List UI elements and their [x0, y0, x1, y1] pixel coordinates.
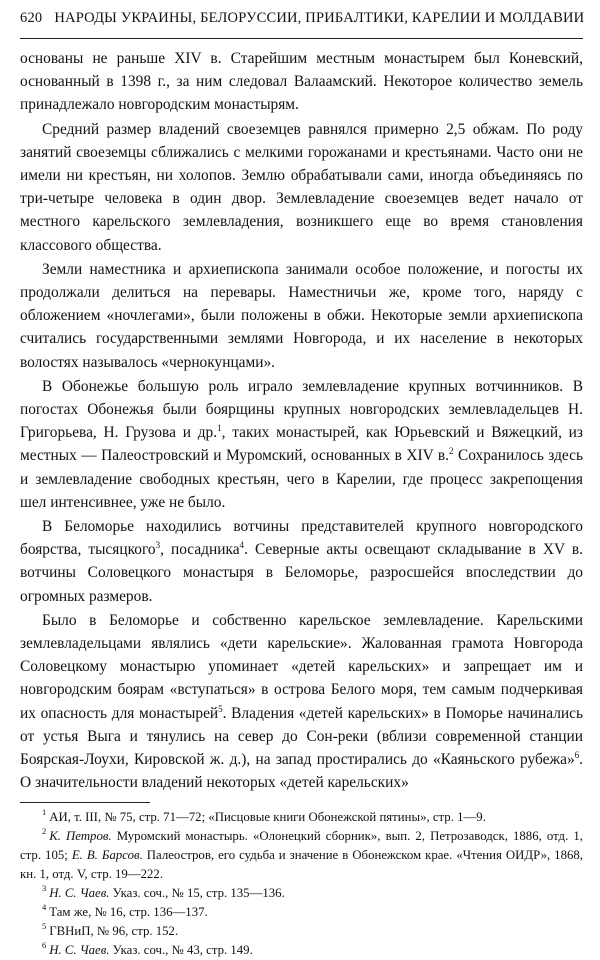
footnotes	[20, 808, 583, 960]
paragraph-4-text-b: , таких монастырей, как Юрьевский и Вяжецкий, из местных — Палеостровский и Муромский, основанных в XIV в.	[20, 424, 584, 465]
paragraph-4	[20, 375, 583, 514]
footnote-4-number: 4	[42, 902, 47, 913]
footnote-2-text-2: Палеостров, его судьба и значение в Обонежском крае. «Чтения ОИДР», 1868, кн. 1, отд. V, стр. 19—222.	[20, 847, 583, 881]
footnote-ref-5: 5	[218, 703, 223, 714]
book-page	[20, 10, 585, 957]
paragraph-6-text-b: . Владения «детей карельских» в Поморье начинались от устья Выга и тянулись на север до Сон-реки (вблизи современной станции Боярская-Лоухи, Кировской ж. д.), на запад простирались до «Каяньского рубежа»	[20, 704, 583, 769]
footnote-4	[20, 903, 583, 922]
footnote-3	[20, 884, 583, 903]
footnote-3-number: 3	[42, 883, 47, 894]
footnote-4-text: Там же, № 16, стр. 136—137.	[49, 904, 208, 919]
page-number: 620	[20, 10, 43, 26]
footnote-2-author-1: К. Петров.	[49, 828, 112, 843]
footnote-3-text: Указ. соч., № 15, стр. 135—136.	[109, 885, 285, 900]
paragraph-5-text-a: В Беломорье находились вотчины представителей крупного новгородского боярства, тысяцкого	[20, 518, 583, 559]
footnote-1-text: АИ, т. III, № 75, стр. 71—72; «Писцовые книги Обонежской пятины», стр. 1—9.	[49, 809, 486, 824]
footnote-rule	[20, 802, 150, 803]
footnote-ref-4: 4	[239, 540, 245, 551]
paragraph-6	[20, 609, 583, 795]
header-rule	[20, 38, 583, 39]
running-title: НАРОДЫ УКРАИНЫ, БЕЛОРУССИИ, ПРИБАЛТИКИ, КАРЕЛИИ И МОЛДАВИИ	[54, 10, 585, 26]
paragraph-1: основаны не раньше XIV в. Старейшим местным монастырем был Коневский, основанный в 1398 г., за ним следовал Валаамский. Некоторое количество земель принадлежало новгородским монастырям.	[20, 50, 583, 114]
paragraph-4-text-a: В Обонежье большую роль играло землевладение крупных вотчинников. В погостах Обонежья были боярщины крупных новгородских землевладельцев Н. Григорьева, Н. Грузова и др.	[20, 377, 583, 442]
footnote-ref-1: 1	[217, 423, 222, 434]
footnote-2-text-1: Муромский монастырь. «Олонецкий сборник», вып. 2, Петрозаводск, 1886, отд. 1, стр. 105;	[20, 828, 583, 862]
footnote-3-author: Н. С. Чаев.	[49, 885, 110, 900]
paragraph-3: Земли наместника и архиепископа занимали особое положение, и погосты их продолжали делиться на перевары. Наместничьи же, кроме того, наряду с обложением «ночлегами», были положены в обжи. Некоторые земли архиепископа считались государственными землями Новгорода, и их население в некоторых волостях называлось «чернокунцами».	[20, 260, 583, 371]
footnote-6-text: Указ. соч., № 43, стр. 149.	[109, 942, 253, 957]
footnote-ref-6: 6	[574, 749, 580, 760]
paragraph-6-text-c: . О значительности владений некоторых «детей карельских»	[20, 751, 583, 792]
footnote-ref-3: 3	[155, 540, 161, 551]
paragraph-5	[20, 515, 583, 608]
paragraph-5-text-b: , посадника	[160, 541, 240, 559]
footnote-2-number: 2	[42, 826, 47, 837]
footnote-ref-2: 2	[449, 446, 454, 457]
main-text	[20, 47, 583, 795]
paragraph-2: Средний размер владений своеземцев равнялся примерно 2,5 обжам. По роду занятий своеземцы сближались с мелкими горожанами и крестьянами. Часто они не имели ни крестьян, ни холопов. Землю обрабатывали сами, иногда объединяясь по три-четыре человека в один двор. Землевладение своеземцев ведет начало от местного карельского землевладения, возникшего еще во время становления классового общества.	[20, 120, 583, 254]
footnote-6	[20, 941, 583, 960]
running-header	[20, 10, 583, 34]
footnote-5	[20, 922, 583, 941]
paragraph-4-text-c: Сохранилось здесь и землевладение свободных крестьян, чего в Карелии, где процесс закрепощения шел интенсивнее, уже не было.	[20, 447, 583, 511]
footnote-2-author-2: Е. В. Барсов.	[71, 847, 143, 862]
footnote-5-number: 5	[42, 921, 47, 932]
footnote-2	[20, 827, 583, 884]
paragraph-5-text-c: . Северные акты освещают складывание в XV в. вотчины Соловецкого монастыря в Беломорье, разросшейся впоследствии до огромных размеров.	[20, 541, 583, 605]
footnote-6-number: 6	[42, 940, 47, 951]
footnote-6-author: Н. С. Чаев.	[49, 942, 110, 957]
paragraph-6-text-a: Было в Беломорье и собственно карельское землевладение. Карельскими землевладельцами являлись «дети карельские». Жалованная грамота Новгорода Соловецкому монастырю упоминает «детей карельских» и запрещает им и новгородским боярам «вступаться» в острова Белого моря, тем самым подчеркивая их опасность для монастырей	[20, 611, 583, 722]
footnote-5-text: ГВНиП, № 96, стр. 152.	[49, 923, 179, 938]
footnote-1-number: 1	[42, 807, 47, 818]
footnote-1	[20, 808, 583, 827]
